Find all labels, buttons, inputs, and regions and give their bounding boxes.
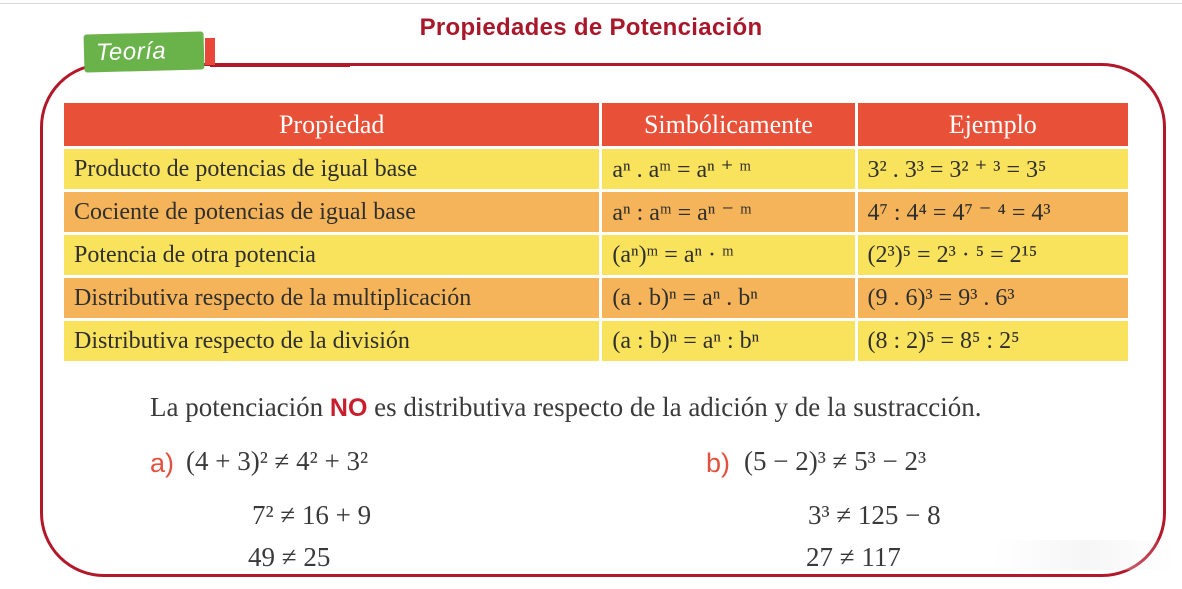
- cell-example: (2³)⁵ = 2³ · ⁵ = 2¹⁵: [858, 235, 1129, 278]
- cell-property: Distributiva respecto de la división: [64, 321, 602, 364]
- note-text-before: La potenciación: [150, 392, 330, 422]
- section-tab-label: Teoría: [95, 37, 167, 67]
- cell-property: Cociente de potencias de igual base: [64, 192, 602, 235]
- tab-accent-mark: [205, 38, 215, 65]
- example-a-letter: a): [150, 448, 175, 478]
- table-row: [64, 149, 1128, 192]
- example-b-line3: 27 ≠ 117: [806, 542, 901, 572]
- section-tab: [84, 31, 205, 72]
- table-row: [64, 278, 1128, 321]
- cell-property: Producto de potencias de igual base: [64, 149, 602, 192]
- table-row: [64, 192, 1128, 235]
- note-text-after: es distributiva respecto de la adición y de la sustracción.: [367, 392, 982, 422]
- page-title: Propiedades de Potenciación: [419, 14, 763, 41]
- cell-property: Potencia de otra potencia: [64, 235, 602, 278]
- example-b-line2: 3³ ≠ 125 − 8: [808, 500, 941, 530]
- note-emphasis: NO: [329, 394, 368, 422]
- properties-table: [64, 103, 1128, 364]
- cell-example: 4⁷ : 4⁴ = 4⁷ ⁻ ⁴ = 4³: [858, 192, 1129, 235]
- cell-symbolic: aⁿ : aᵐ = aⁿ ⁻ ᵐ: [602, 192, 857, 235]
- cell-symbolic: aⁿ . aᵐ = aⁿ ⁺ ᵐ: [602, 149, 857, 192]
- table-row: [64, 321, 1128, 364]
- example-b-line1: (5 − 2)³ ≠ 5³ − 2³: [744, 446, 927, 476]
- cell-property: Distributiva respecto de la multiplicación: [64, 278, 602, 321]
- example-a-line2: 7² ≠ 16 + 9: [252, 500, 372, 530]
- cell-symbolic: (a . b)ⁿ = aⁿ . bⁿ: [602, 278, 857, 321]
- table-row: [64, 235, 1128, 278]
- scan-artifact: [995, 540, 1175, 570]
- example-b-letter: b): [706, 448, 731, 478]
- distributive-note: [150, 392, 981, 423]
- cell-example: 3² . 3³ = 3² ⁺ ³ = 3⁵: [858, 149, 1129, 192]
- tab-connector-line: [210, 64, 350, 67]
- example-a-line3: 49 ≠ 25: [248, 542, 331, 572]
- top-divider: [0, 3, 1182, 4]
- header-cell-symbolic: Simbólicamente: [602, 103, 857, 149]
- header-cell-example: Ejemplo: [858, 103, 1129, 149]
- cell-symbolic: (aⁿ)ᵐ = aⁿ · ᵐ: [602, 235, 857, 278]
- header-cell-property: Propiedad: [64, 103, 602, 149]
- table-header-row: [64, 103, 1128, 149]
- cell-symbolic: (a : b)ⁿ = aⁿ : bⁿ: [602, 321, 857, 364]
- example-a-line1: (4 + 3)² ≠ 4² + 3²: [186, 446, 369, 476]
- cell-example: (8 : 2)⁵ = 8⁵ : 2⁵: [858, 321, 1129, 364]
- cell-example: (9 . 6)³ = 9³ . 6³: [858, 278, 1129, 321]
